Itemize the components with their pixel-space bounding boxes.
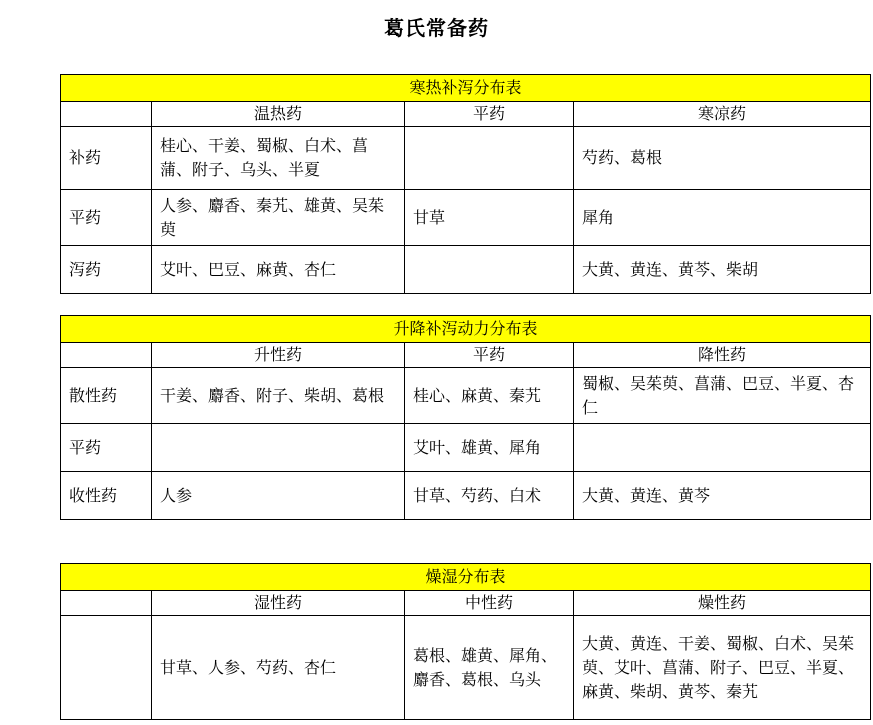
column-header: 温热药 bbox=[152, 102, 405, 127]
table-cell: 桂心、干姜、蜀椒、白术、菖蒲、附子、乌头、半夏 bbox=[152, 127, 405, 190]
table-caption: 燥湿分布表 bbox=[61, 564, 871, 591]
column-header: 平药 bbox=[405, 343, 574, 368]
cold-heat-tonify-purge-table bbox=[60, 74, 871, 294]
column-header: 寒凉药 bbox=[574, 102, 871, 127]
corner-cell bbox=[61, 343, 152, 368]
table-cell: 甘草、芍药、白术 bbox=[405, 472, 574, 520]
column-header: 平药 bbox=[405, 102, 574, 127]
ascend-descend-table bbox=[60, 315, 871, 520]
table-cell bbox=[152, 424, 405, 472]
table-cell bbox=[405, 127, 574, 190]
table-cell: 大黄、黄连、干姜、蜀椒、白术、吴茱萸、艾叶、菖蒲、附子、巴豆、半夏、麻黄、柴胡、黄芩、秦艽 bbox=[574, 616, 871, 720]
row-header: 收性药 bbox=[61, 472, 152, 520]
document-title: 葛氏常备药 bbox=[384, 16, 489, 40]
table-cell: 甘草、人参、芍药、杏仁 bbox=[152, 616, 405, 720]
table-cell bbox=[405, 246, 574, 294]
dry-damp-table bbox=[60, 563, 871, 720]
row-header: 泻药 bbox=[61, 246, 152, 294]
corner-cell bbox=[61, 591, 152, 616]
table-caption: 升降补泻动力分布表 bbox=[61, 316, 871, 343]
table-cell: 蜀椒、吴茱萸、菖蒲、巴豆、半夏、杏仁 bbox=[574, 368, 871, 424]
corner-cell bbox=[61, 102, 152, 127]
column-header: 燥性药 bbox=[574, 591, 871, 616]
row-header: 平药 bbox=[61, 190, 152, 246]
column-header: 降性药 bbox=[574, 343, 871, 368]
row-header bbox=[61, 616, 152, 720]
table-cell: 干姜、麝香、附子、柴胡、葛根 bbox=[152, 368, 405, 424]
table-cell bbox=[574, 424, 871, 472]
table-cell: 大黄、黄连、黄芩 bbox=[574, 472, 871, 520]
column-header: 湿性药 bbox=[152, 591, 405, 616]
table-caption: 寒热补泻分布表 bbox=[61, 75, 871, 102]
table-cell: 葛根、雄黄、犀角、麝香、葛根、乌头 bbox=[405, 616, 574, 720]
column-header: 升性药 bbox=[152, 343, 405, 368]
table-cell: 大黄、黄连、黄芩、柴胡 bbox=[574, 246, 871, 294]
table-cell: 犀角 bbox=[574, 190, 871, 246]
table-cell: 艾叶、巴豆、麻黄、杏仁 bbox=[152, 246, 405, 294]
column-header: 中性药 bbox=[405, 591, 574, 616]
table-cell: 人参 bbox=[152, 472, 405, 520]
table-cell: 艾叶、雄黄、犀角 bbox=[405, 424, 574, 472]
row-header: 补药 bbox=[61, 127, 152, 190]
table-cell: 甘草 bbox=[405, 190, 574, 246]
table-cell: 桂心、麻黄、秦艽 bbox=[405, 368, 574, 424]
table-cell: 人参、麝香、秦艽、雄黄、吴茱萸 bbox=[152, 190, 405, 246]
row-header: 散性药 bbox=[61, 368, 152, 424]
table-cell: 芍药、葛根 bbox=[574, 127, 871, 190]
row-header: 平药 bbox=[61, 424, 152, 472]
